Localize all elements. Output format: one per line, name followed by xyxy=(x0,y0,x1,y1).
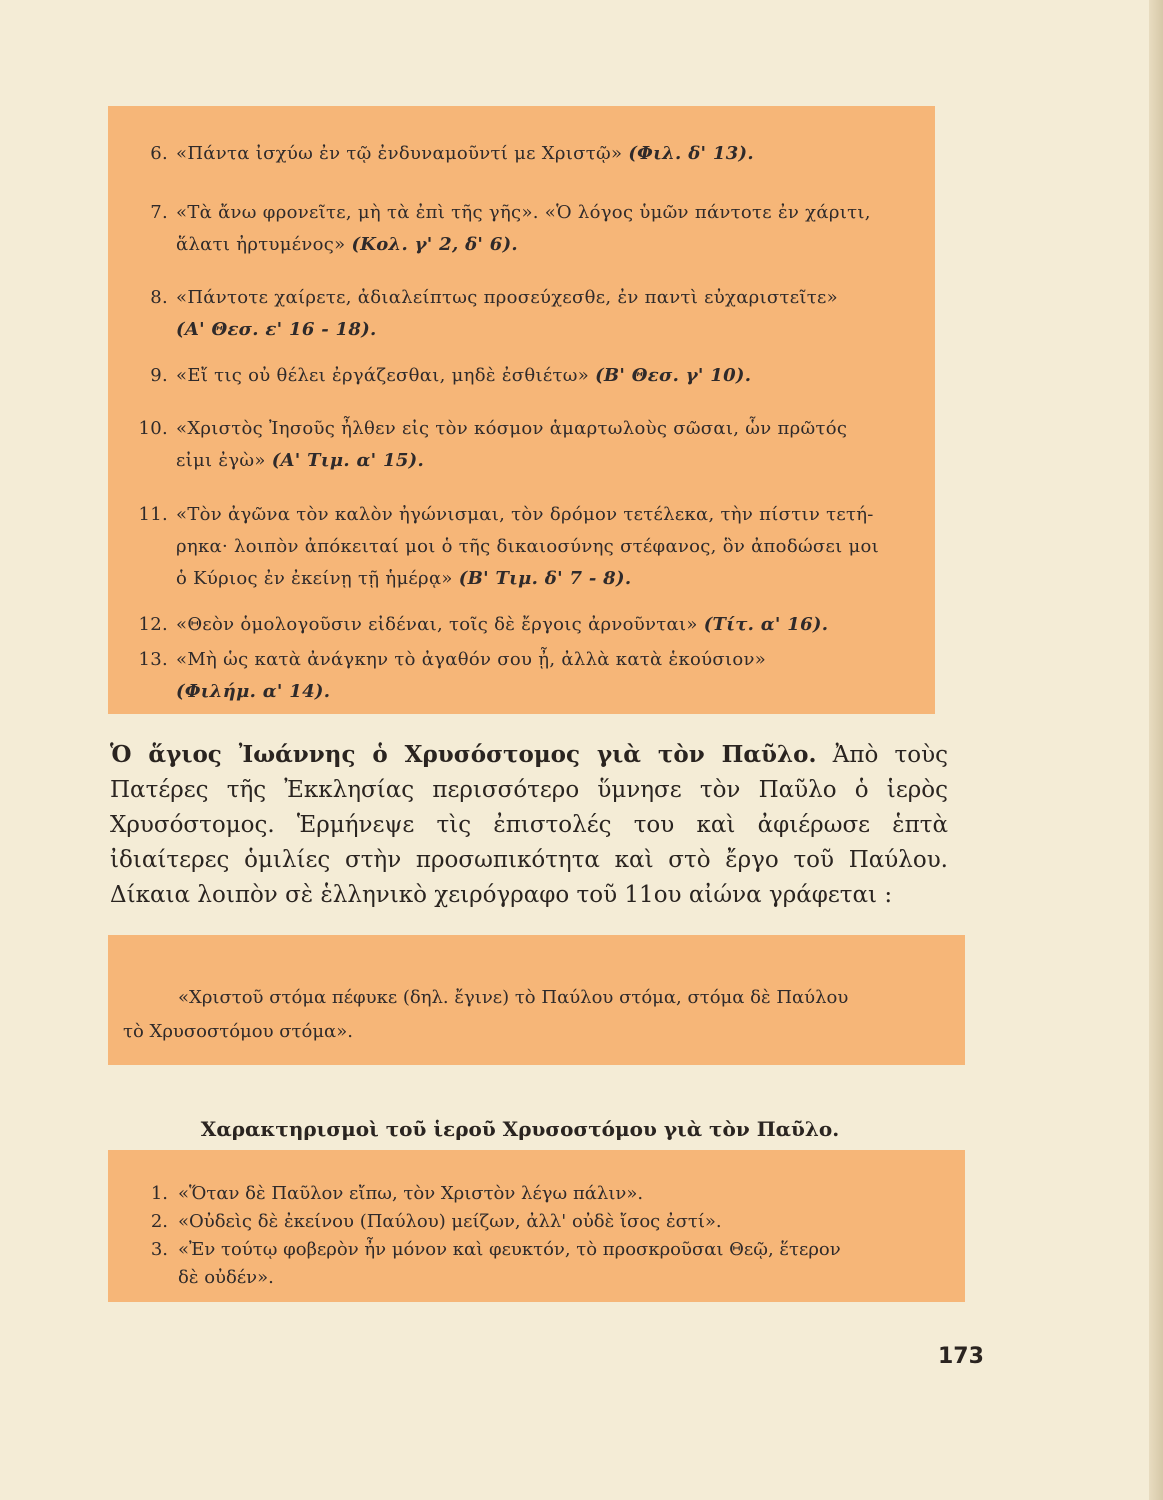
list-item xyxy=(108,1264,928,1292)
list-item xyxy=(108,1208,928,1236)
list-item xyxy=(108,1180,928,1208)
page-edge xyxy=(1149,0,1163,1500)
paragraph-body: Ἀπὸ τοὺς Πατέρες τῆς Ἐκκλησίας περισσότερο ὕμνησε τὸν Παῦλο ὁ ἱερὸς Χρυσόστομος. Ἑρμήνεψε τὶς ἐπιστολές του καὶ ἀφιέρωσε ἑπτὰ ἰδιαίτερες ὁμιλίες στὴν προσωπικότητα καὶ στὸ ἔργο τοῦ Παύλου. Δίκαια λοιπὸν σὲ ἑλληνικὸ χειρόγραφο τοῦ 11ου αἰώνα γράφεται : xyxy=(110,742,948,908)
page-number: 173 xyxy=(938,1344,984,1369)
item-text: «Τὰ ἄνω φρονεῖτε, μὴ τὰ ἐπὶ τῆς γῆς». «Ὁ λόγος ὑμῶν πάντοτε ἐν χάριτι, xyxy=(176,202,871,223)
item-text: «Ἐν τούτῳ φοβερὸν ἦν μόνον καὶ φευκτόν, τὸ προσκροῦσαι Θεῷ, ἕτερον xyxy=(178,1239,841,1260)
item-reference: (Α' Τιμ. α' 15). xyxy=(271,450,425,471)
item-text: «Ὅταν δὲ Παῦλον εἴπω, τὸν Χριστὸν λέγω πάλιν». xyxy=(178,1183,644,1204)
item-reference: (Β' Θεσ. γ' 10). xyxy=(595,365,752,386)
item-reference: (Κολ. γ' 2, δ' 6). xyxy=(351,234,518,255)
item-text: ρηκα· λοιπὸν ἀπόκειταί μοι ὁ τῆς δικαιοσύνης στέφανος, ὃν ἀποδώσει μοι xyxy=(176,536,880,557)
item-number: 3. xyxy=(150,1239,168,1260)
item-text: ὁ Κύριος ἐν ἐκείνῃ τῇ ἡμέρᾳ» xyxy=(176,568,453,589)
characterizations-list xyxy=(108,1180,928,1292)
item-text: «Χριστὸς Ἰησοῦς ἦλθεν εἰς τὸν κόσμον ἁμαρτωλοὺς σῶσαι, ὧν πρῶτός xyxy=(176,418,848,439)
item-text: «Πάντοτε χαίρετε, ἀδιαλείπτως προσεύχεσθε, ἐν παντὶ εὐχαριστεῖτε» xyxy=(176,287,838,308)
chrysostom-quote xyxy=(123,981,908,1049)
item-number: 13. xyxy=(138,649,168,670)
item-text: «Οὐδεὶς δὲ ἐκείνου (Παύλου) μείζων, ἀλλ' οὐδὲ ἴσος ἐστί». xyxy=(178,1211,722,1232)
item-text: εἰμι ἐγὼ» xyxy=(176,450,266,471)
item-number: 8. xyxy=(150,287,168,308)
item-text: «Θεὸν ὁμολογοῦσιν εἰδέναι, τοῖς δὲ ἔργοις ἀρνοῦνται» xyxy=(176,614,698,635)
item-number: 11. xyxy=(138,504,168,525)
item-reference: (Β' Τιμ. δ' 7 - 8). xyxy=(458,568,632,589)
item-number: 10. xyxy=(138,418,168,439)
item-text: «Εἴ τις οὐ θέλει ἐργάζεσθαι, μηδὲ ἐσθιέτω» xyxy=(176,365,590,386)
item-text: ἅλατι ἠρτυμένος» xyxy=(176,234,346,255)
subheading: Χαρακτηρισμοὶ τοῦ ἱεροῦ Χρυσοστόμου γιὰ τὸν Παῦλο. xyxy=(200,1117,840,1141)
item-reference: (Α' Θεσ. ε' 16 - 18). xyxy=(176,319,377,340)
quote-line: τὸ Χρυσοστόμου στόμα». xyxy=(123,1021,353,1042)
item-text: «Πάντα ἰσχύω ἐν τῷ ἐνδυναμοῦντί με Χριστῷ» xyxy=(176,143,623,164)
item-number: 1. xyxy=(150,1183,168,1204)
item-number: 12. xyxy=(138,614,168,635)
item-number: 7. xyxy=(150,202,168,223)
chrysostom-paragraph xyxy=(110,737,948,913)
item-reference: (Φιλήμ. α' 14). xyxy=(176,681,331,702)
list-item xyxy=(108,1236,928,1264)
item-reference: (Τίτ. α' 16). xyxy=(703,614,829,635)
item-number: 2. xyxy=(150,1211,168,1232)
item-number: 9. xyxy=(150,365,168,386)
section-heading: Ὁ ἅγιος Ἰωάννης ὁ Χρυσόστομος γιὰ τὸν Παῦλο. xyxy=(110,741,817,768)
item-text: δὲ οὐδέν». xyxy=(178,1267,274,1288)
item-text: «Μὴ ὡς κατὰ ἀνάγκην τὸ ἀγαθόν σου ᾖ, ἀλλὰ κατὰ ἑκούσιον» xyxy=(176,649,767,670)
item-number: 6. xyxy=(150,143,168,164)
item-text: «Τὸν ἀγῶνα τὸν καλὸν ἠγώνισμαι, τὸν δρόμον τετέλεκα, τὴν πίστιν τετή- xyxy=(176,504,874,525)
quote-line: «Χριστοῦ στόμα πέφυκε (δηλ. ἔγινε) τὸ Παύλου στόμα, στόμα δὲ Παύλου xyxy=(178,987,849,1008)
item-reference: (Φιλ. δ' 13). xyxy=(628,143,754,164)
